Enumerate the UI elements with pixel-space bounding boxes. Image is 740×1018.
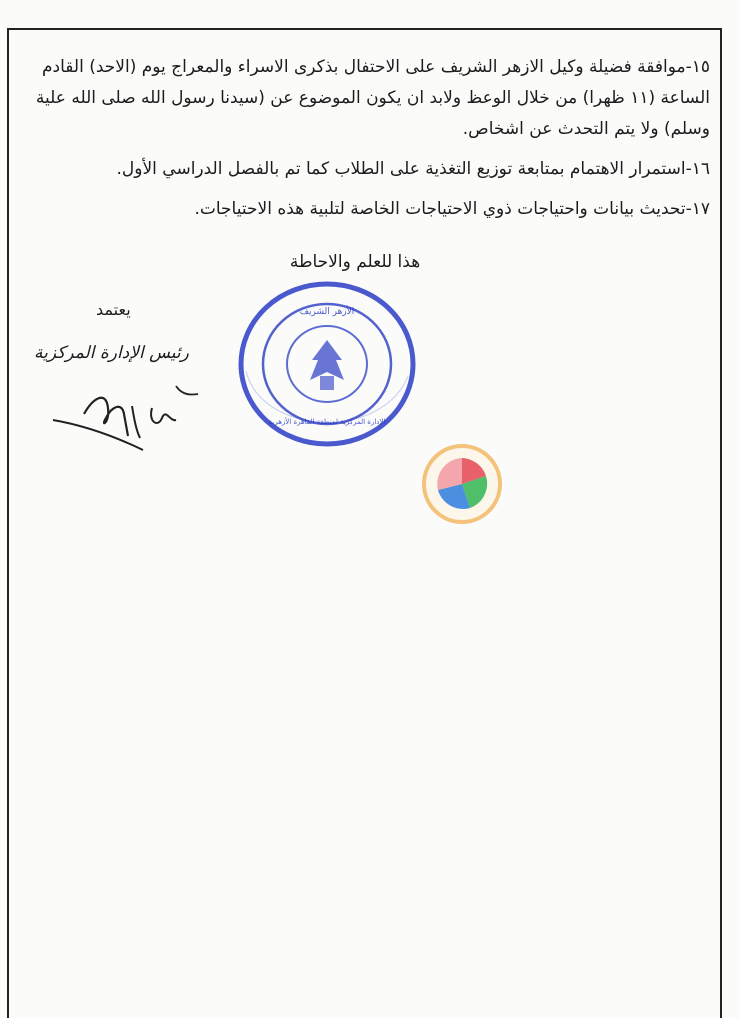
official-seal (232, 276, 422, 451)
handwritten-signature (48, 378, 218, 458)
closing-line: هذا للعلم والاحاطة (289, 252, 421, 272)
seal-top-text: الأزهر الشريف (299, 307, 355, 317)
item-17: ١٧-تحديث بيانات واحتياجات ذوي الاحتياجات الخاصة لتلبية هذه الاحتياجات. (194, 199, 710, 219)
watermark-logo-icon (422, 444, 502, 524)
item-16: ١٦-استمرار الاهتمام بمتابعة توزيع التغذية على الطلاب كما تم بالفصل الدراسي الأول. (116, 159, 710, 179)
approval-label: يعتمد (96, 300, 131, 319)
document-body (30, 52, 710, 234)
seal-bottom-text: الإدارة المركزية لمنطقة القاهرة الأزهرية (268, 418, 386, 426)
page-border-left (7, 28, 9, 1018)
signatory-title: رئيس الإدارة المركزية (34, 343, 189, 363)
item-15: ١٥-موافقة فضيلة وكيل الازهر الشريف على الاحتفال بذكرى الاسراء والمعراج يوم (الاحد) القادم الساعة (١١ ظهرا) من خلال الوعظ ولابد ان يكون الموضوع عن (سيدنا رسول الله صلى الله علية وسلم) ولا يتم التحدث عن اشخاص. (35, 57, 710, 139)
page-border-top (7, 28, 722, 30)
page-border-right (720, 28, 722, 1018)
